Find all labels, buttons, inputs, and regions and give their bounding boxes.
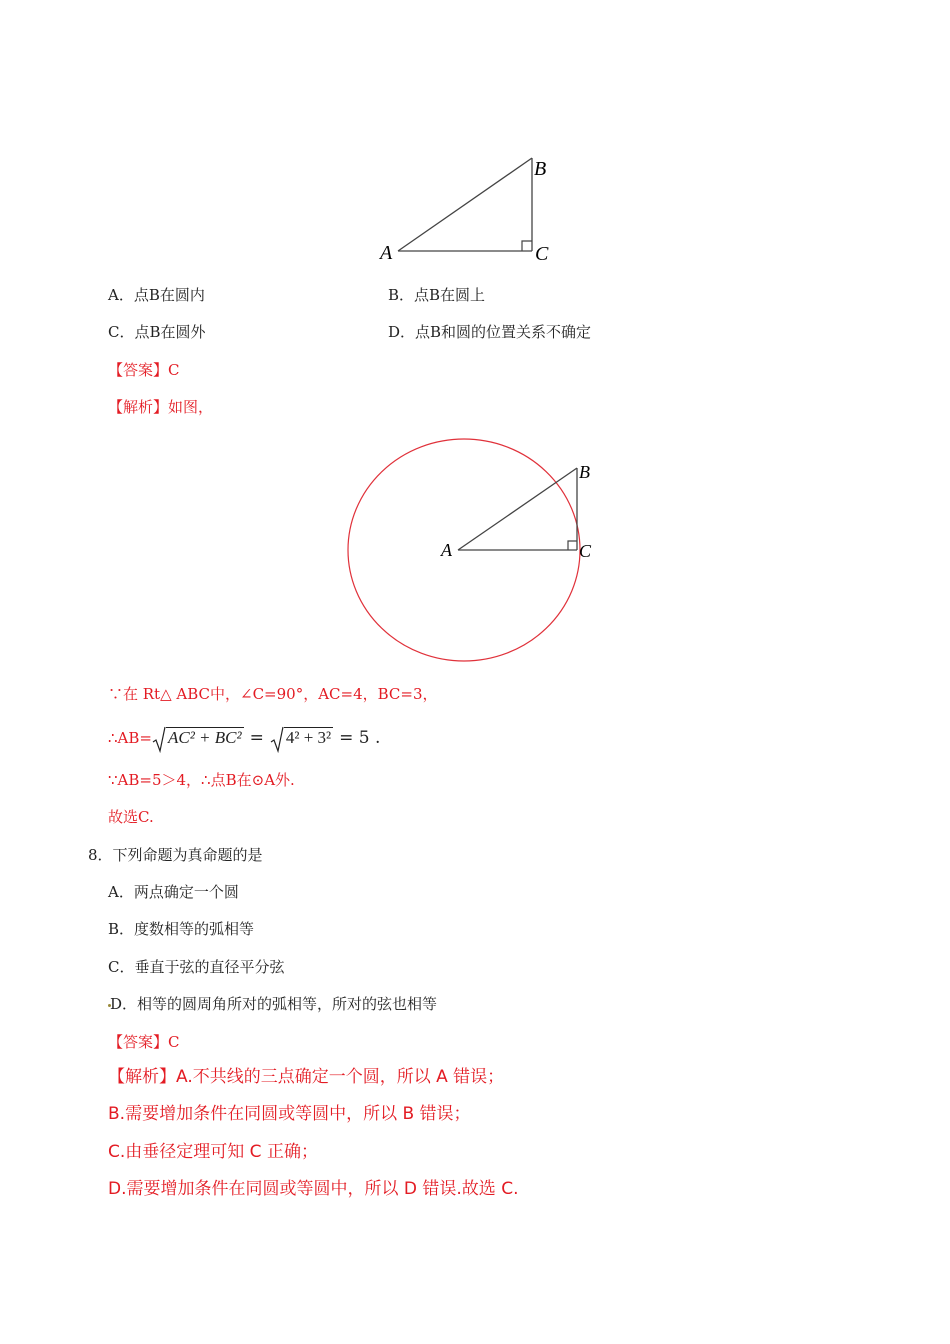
label-c: C: [535, 243, 549, 265]
label-a: A: [380, 242, 393, 264]
right-angle-mark: [522, 241, 532, 251]
q7-option-a: A．点B在圆内: [108, 286, 205, 304]
q8-stem: 8．下列命题为真命题的是: [88, 846, 263, 864]
q7-option-b: B．点B在圆上: [388, 286, 486, 304]
answer-value: C: [168, 361, 180, 379]
q7-answer: [108, 360, 180, 380]
label-b-2: B: [579, 462, 590, 482]
answer-tag-2: 【答案】: [108, 1033, 169, 1051]
q8-answer: [108, 1032, 180, 1052]
equals-2: = 5 .: [339, 728, 381, 748]
radicand-1: AC² + BC²: [167, 728, 242, 747]
q7-option-c: C．点B在圆外: [108, 323, 206, 341]
analysis-tag: 【解析】: [108, 398, 169, 416]
analysis-intro: 如图，: [168, 398, 214, 416]
label-a-2: A: [441, 540, 452, 560]
label-c-2: C: [579, 541, 592, 561]
q8-analysis-line-2: B.需要增加条件在同圆或等圆中，所以 B 错误；: [108, 1104, 471, 1124]
q8-option-a: A．两点确定一个圆: [108, 883, 239, 901]
triangle-figure: [370, 150, 570, 270]
ab-prefix: ∴AB=: [108, 729, 152, 747]
q7-analysis-intro: [108, 397, 213, 417]
q7-option-d: D．点B和圆的位置关系不确定: [388, 323, 592, 341]
right-angle-mark-2: [568, 541, 577, 550]
q8-analysis-line-3: C.由垂径定理可知 C 正确；: [108, 1142, 318, 1162]
answer-value-2: C: [168, 1033, 180, 1051]
radicand-2: 4² + 3²: [285, 728, 332, 747]
solution-line-4: 故选C.: [108, 808, 154, 826]
radical-sign-2: [270, 725, 284, 753]
solution-line-2: [108, 722, 380, 754]
solution-line-1: ∵在 Rt△ ABC中，∠C=90°，AC=4，BC=3，: [108, 685, 438, 703]
q8-analysis-line-4: D.需要增加条件在同圆或等圆中，所以 D 错误.故选 C.: [108, 1179, 519, 1199]
q8-analysis-line-1: 【解析】A.不共线的三点确定一个圆，所以 A 错误；: [108, 1067, 505, 1087]
side-ab-2: [458, 468, 577, 550]
circle-figure: [340, 432, 610, 672]
solution-line-3: ∵AB=5＞4，∴点B在⊙A外.: [108, 771, 295, 789]
radical-sign-1: [152, 725, 166, 753]
q8-option-d: D．相等的圆周角所对的弧相等，所对的弦也相等: [110, 995, 438, 1013]
equals-1: =: [249, 728, 264, 748]
answer-tag: 【答案】: [108, 361, 169, 379]
side-ab: [398, 158, 532, 251]
q8-option-b: B．度数相等的弧相等: [108, 920, 255, 938]
q8-option-c: C．垂直于弦的直径平分弦: [108, 958, 285, 976]
label-b: B: [534, 158, 547, 180]
